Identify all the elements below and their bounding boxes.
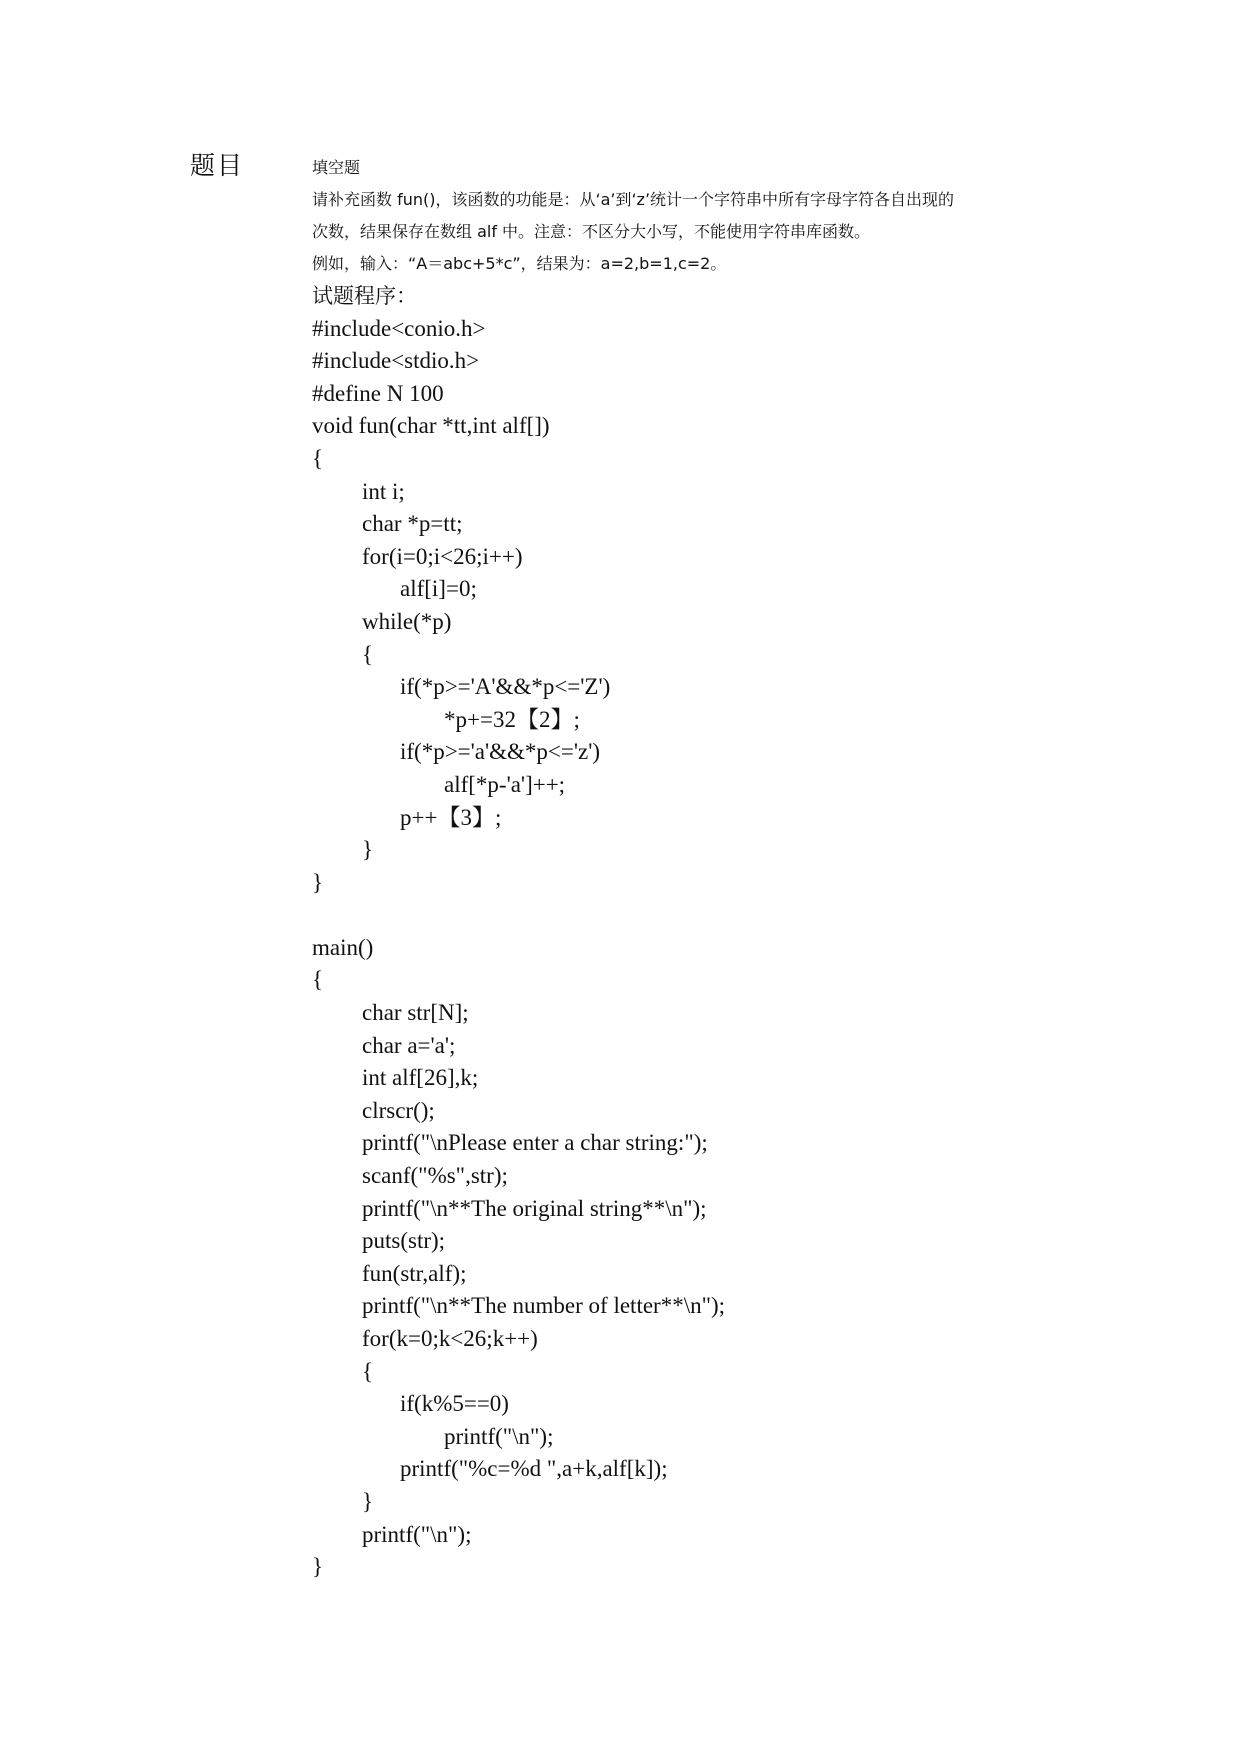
code-block [312, 313, 1172, 1584]
code-line: } [362, 837, 374, 863]
question-content [312, 152, 1172, 1584]
code-line: printf("\n**The original string**\n"); [362, 1195, 707, 1221]
code-line: #include<stdio.h> [312, 348, 480, 374]
code-line: p++【3】; [400, 804, 502, 830]
code-line: printf("\n"); [444, 1423, 554, 1449]
code-line: int i; [362, 478, 405, 504]
question-example: 例如，输入：“A＝abc+5*c”，结果为：a=2,b=1,c=2。 [312, 254, 727, 273]
code-line: char a='a'; [362, 1032, 456, 1058]
code-line: alf[i]=0; [400, 576, 477, 602]
code-line: while(*p) [362, 608, 452, 634]
code-line: for(i=0;i<26;i++) [362, 543, 523, 569]
code-line: scanf("%s",str); [362, 1163, 508, 1189]
code-line: *p+=32【2】; [444, 706, 580, 732]
code-line: int alf[26],k; [362, 1065, 479, 1091]
code-line: alf[*p-'a']++; [444, 771, 566, 797]
code-line: for(k=0;k<26;k++) [362, 1326, 538, 1351]
code-line: main() [312, 934, 374, 960]
code-line: printf("\n"); [362, 1521, 472, 1547]
code-line: char str[N]; [362, 1000, 469, 1026]
code-line: { [362, 641, 374, 667]
code-line: if(k%5==0) [400, 1391, 509, 1417]
code-line: fun(str,alf); [362, 1260, 467, 1286]
code-line: if(*p>='A'&&*p<='Z') [400, 674, 611, 700]
question-description-line2: 次数，结果保存在数组 alf 中。注意：不区分大小写，不能使用字符串库函数。 [312, 222, 871, 241]
question-description-line1: 请补充函数 fun()，该函数的功能是：从‘a’到‘z’统计一个字符串中所有字母字符各自出现的 [312, 190, 955, 209]
code-line: { [312, 967, 324, 993]
code-line: puts(str); [362, 1228, 446, 1254]
code-line: } [362, 1488, 374, 1514]
code-line: clrscr(); [362, 1097, 435, 1123]
code-line: if(*p>='a'&&*p<='z') [400, 739, 601, 765]
question-type: 填空题 [312, 158, 361, 177]
code-line: #define N 100 [312, 380, 444, 406]
code-line: #include<conio.h> [312, 315, 486, 341]
code-line: printf("\n**The number of letter**\n"); [362, 1293, 726, 1319]
code-line [312, 899, 1172, 932]
code-line: { [312, 445, 324, 471]
code-line: char *p=tt; [362, 511, 463, 537]
code-line: { [362, 1358, 374, 1384]
code-line: void fun(char *tt,int alf[]) [312, 413, 550, 439]
code-line: } [312, 869, 324, 895]
code-line: printf("\nPlease enter a char string:"); [362, 1130, 708, 1156]
program-heading: 试题程序： [312, 284, 417, 308]
code-line: } [312, 1554, 324, 1580]
question-label: 题目 [190, 151, 245, 180]
code-line: printf("%c=%d ",a+k,alf[k]); [400, 1456, 668, 1482]
